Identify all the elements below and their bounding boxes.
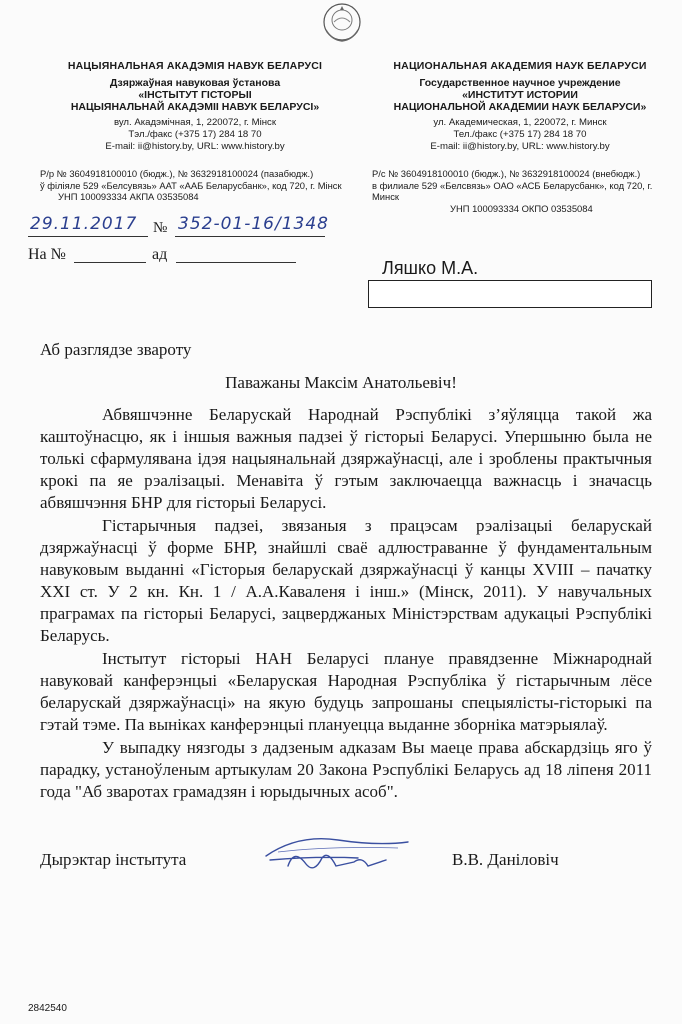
address-by: вул. Акадэмічная, 1, 220072, г. Мінск	[113, 117, 277, 128]
paragraph: Інстытут гісторыі НАН Беларусі плануе правядзенне Міжнароднай навуковай канферэнцыі «Беларуская Народная Рэспубліка ў гістарычным лёсе беларускай дзяржаўнасці» на якую будуць запрошаны спецыялісты-гісторыкі па гэтай тэме. Па выніках канферэнцыі плануецца выданне зборніка матэрыялаў.	[40, 649, 652, 734]
number-sign: №	[153, 220, 168, 236]
bank-details-by	[40, 168, 360, 203]
paragraph: Гістарычныя падзеі, звязаныя з працэсам рэалізацыі беларускай дзяржаўнасці ў форме БНР, знайшлі сваё адлюстраванне ў фундаментальным навуковым выданні «Гісторыя беларускай дзяржаўнасці ў канцы XVIII – пачатку XXI ст. У 2 кн. Кн. 1 / А.А.Каваленя і інш.» (Мінск, 2011). У навучальных праграмах па гісторыі Беларусі, зацверджаных Міністэрствам адукацыі Рэспублікі Беларусь.	[40, 516, 652, 645]
org-type-ru: Государственное научное учреждение	[419, 77, 621, 89]
header-russian	[370, 60, 670, 153]
handwritten-signature-icon	[258, 826, 428, 882]
address-ru: ул. Академическая, 1, 220072, г. Минск	[433, 117, 607, 128]
institute-name-by-line1: «ІНСТЫТУТ ГІСТОРЫІ	[138, 89, 252, 101]
registration-date: 29.11.2017	[30, 214, 138, 234]
bank-by-line1: Р/р № 3604918100010 (бюдж.), № 3632918100024 (пазабюдж.)	[40, 168, 314, 179]
reply-to-label: На №	[28, 246, 66, 263]
institute-name-ru-line1: «ИНСТИТУТ ИСТОРИИ	[462, 89, 578, 101]
document-code: 2842540	[28, 1003, 67, 1014]
org-name-by: НАЦЫЯНАЛЬНАЯ АКАДЭМІЯ НАВУК БЕЛАРУСІ	[67, 60, 323, 72]
bank-ru-line3: УНП 100093334 ОКПО 03535084	[450, 202, 593, 214]
bank-details-ru	[372, 168, 672, 214]
header-belarusian	[40, 60, 350, 153]
reply-date-underline	[176, 262, 296, 263]
phone-ru: Тел./факс (+375 17) 284 18 70	[453, 129, 587, 140]
signatory-name: В.В. Даніловіч	[452, 850, 559, 869]
org-name-ru: НАЦИОНАЛЬНАЯ АКАДЕМИЯ НАУК БЕЛАРУСИ	[393, 60, 647, 72]
bank-ru-line1: Р/с № 3604918100010 (бюдж.), № 3632918100024 (внебюдж.)	[372, 168, 641, 179]
org-type-by: Дзяржаўная навуковая ўстанова	[109, 77, 281, 89]
date-underline	[28, 236, 148, 237]
paragraph: Абвяшчэнне Беларускай Народнай Рэспублікі з’яўляцца такой жа каштоўнасцю, як і іншыя важныя падзеі ў гісторыі Беларусі. Упершыню была не толькі сфармулявана ідэя нацыянальнай дзяржаўнасці, але і зроблены практычныя крокі па яе рэалізацыі. Менавіта ў гэтым заключаецца важнасць і значасць абвяшчэння БНР для гісторыі Беларусі.	[40, 405, 652, 512]
phone-by: Тэл./факс (+375 17) 284 18 70	[128, 129, 262, 140]
email-ru: E-mail: ii@history.by, URL: www.history.by	[430, 141, 610, 152]
addressee-name: Ляшко М.А.	[382, 258, 479, 278]
signatory-title: Дырэктар інстытута	[40, 850, 187, 869]
bank-by-line2: ў філіяле 529 «Белсувязь» ААТ «ААБ Беларусбанк», код 720, г. Мінск	[40, 179, 342, 191]
letter-body	[40, 404, 652, 804]
reply-date-label: ад	[152, 246, 168, 263]
greeting: Паважаны Максім Анатольевіч!	[225, 373, 457, 392]
registration-number: 352-01-16/1348	[178, 214, 329, 234]
institute-name-ru-line2: НАЦИОНАЛЬНОЙ АКАДЕМИИ НАУК БЕЛАРУСИ»	[393, 101, 647, 113]
bank-ru-line2: в филиале 529 «Белсвязь» ОАО «АСБ Беларусбанк», код 720, г. Минск	[372, 179, 653, 202]
bank-by-line3: УНП 100093334 АКПА 03535084	[58, 191, 199, 202]
state-emblem-icon	[320, 0, 364, 44]
letter-subject: Аб разглядзе звароту	[40, 340, 192, 359]
paragraph: У выпадку нязгоды з дадзеным адказам Вы маеце права абскардзіць яго ў парадку, устаноўленым артыкулам 20 Закона Рэспублікі Беларусь ад 18 ліпеня 2011 года "Аб зваротах грамадзян і юрыдычных асоб".	[40, 738, 652, 801]
reply-to-underline	[74, 262, 146, 263]
email-by: E-mail: ii@history.by, URL: www.history.by	[105, 141, 285, 152]
institute-name-by-line2: НАЦЫЯНАЛЬНАЙ АКАДЭМІІ НАВУК БЕЛАРУСІ»	[70, 101, 320, 113]
number-underline	[175, 236, 325, 237]
redacted-address-box	[368, 280, 652, 308]
